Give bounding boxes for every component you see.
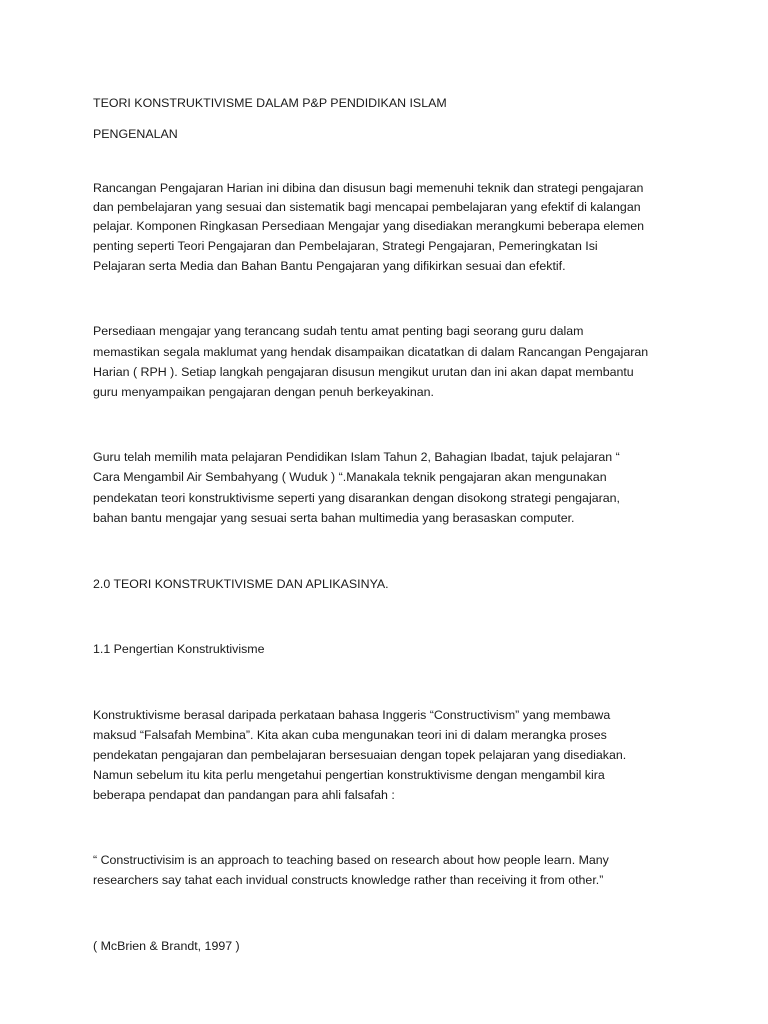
quote-line: “ Constructivisim is an approach to teaching based on research about how people learn. Many bbox=[93, 853, 609, 867]
paragraph-line: pendekatan pengajaran dan pembelajaran bersesuaian dengan topek pelajaran yang disediakan. bbox=[93, 748, 627, 762]
quote-line: researchers say tahat each invidual constructs knowledge rather than receiving it from other.” bbox=[93, 873, 604, 887]
paragraph-line: penting seperti Teori Pengajaran dan Pembelajaran, Strategi Pengajaran, Pemeringkatan Isi bbox=[93, 239, 598, 253]
paragraph-line: maksud “Falsafah Membina”. Kita akan cuba mengunakan teori ini di dalam merangka proses bbox=[93, 728, 607, 742]
paragraph-line: bahan bantu mengajar yang sesuai serta bahan multimedia yang berasaskan computer. bbox=[93, 511, 575, 525]
paragraph-line: Rancangan Pengajaran Harian ini dibina dan disusun bagi memenuhi teknik dan strategi pengajaran bbox=[93, 181, 644, 195]
paragraph-line: memastikan segala maklumat yang hendak disampaikan dicatatkan di dalam Rancangan Pengajaran bbox=[93, 345, 649, 359]
paragraph-line: Guru telah memilih mata pelajaran Pendidikan Islam Tahun 2, Bahagian Ibadat, tajuk pelajaran “ bbox=[93, 450, 620, 464]
paragraph-line: Pelajaran serta Media dan Bahan Bantu Pengajaran yang difikirkan sesuai dan efektif. bbox=[93, 259, 566, 273]
paragraph-line: Persediaan mengajar yang terancang sudah tentu amat penting bagi seorang guru dalam bbox=[93, 324, 584, 338]
paragraph-line: pelajar. Komponen Ringkasan Persediaan Mengajar yang disediakan merangkumi beberapa elemen bbox=[93, 219, 645, 233]
paragraph-line: Cara Mengambil Air Sembahyang ( Wuduk ) “.Manakala teknik pengajaran akan mengunakan bbox=[93, 470, 607, 484]
subsection-heading-1-1: 1.1 Pengertian Konstruktivisme bbox=[93, 642, 265, 656]
document-title: TEORI KONSTRUKTIVISME DALAM P&P PENDIDIKAN ISLAM bbox=[93, 96, 447, 110]
paragraph-line: Harian ( RPH ). Setiap langkah pengajaran disusun mengikut urutan dan ini akan dapat membantu bbox=[93, 365, 634, 379]
paragraph-line: pendekatan teori konstruktivisme seperti yang disarankan dengan disokong strategi pengajaran, bbox=[93, 491, 620, 505]
paragraph-line: guru menyampaikan pengajaran dengan penuh berkeyakinan. bbox=[93, 385, 434, 399]
section-heading-2: 2.0 TEORI KONSTRUKTIVISME DAN APLIKASINYA. bbox=[93, 577, 389, 591]
section-heading-pengenalan: PENGENALAN bbox=[93, 127, 178, 141]
paragraph-line: Namun sebelum itu kita perlu mengetahui pengertian konstruktivisme dengan mengambil kira bbox=[93, 768, 605, 782]
citation: ( McBrien & Brandt, 1997 ) bbox=[93, 939, 240, 953]
paragraph-line: dan pembelajaran yang sesuai dan sistematik bagi mencapai pembelajaran yang efektif di kalangan bbox=[93, 200, 641, 214]
paragraph-line: beberapa pendapat dan pandangan para ahli falsafah : bbox=[93, 788, 395, 802]
paragraph-line: Konstruktivisme berasal daripada perkataan bahasa Inggeris “Constructivism” yang membawa bbox=[93, 708, 611, 722]
